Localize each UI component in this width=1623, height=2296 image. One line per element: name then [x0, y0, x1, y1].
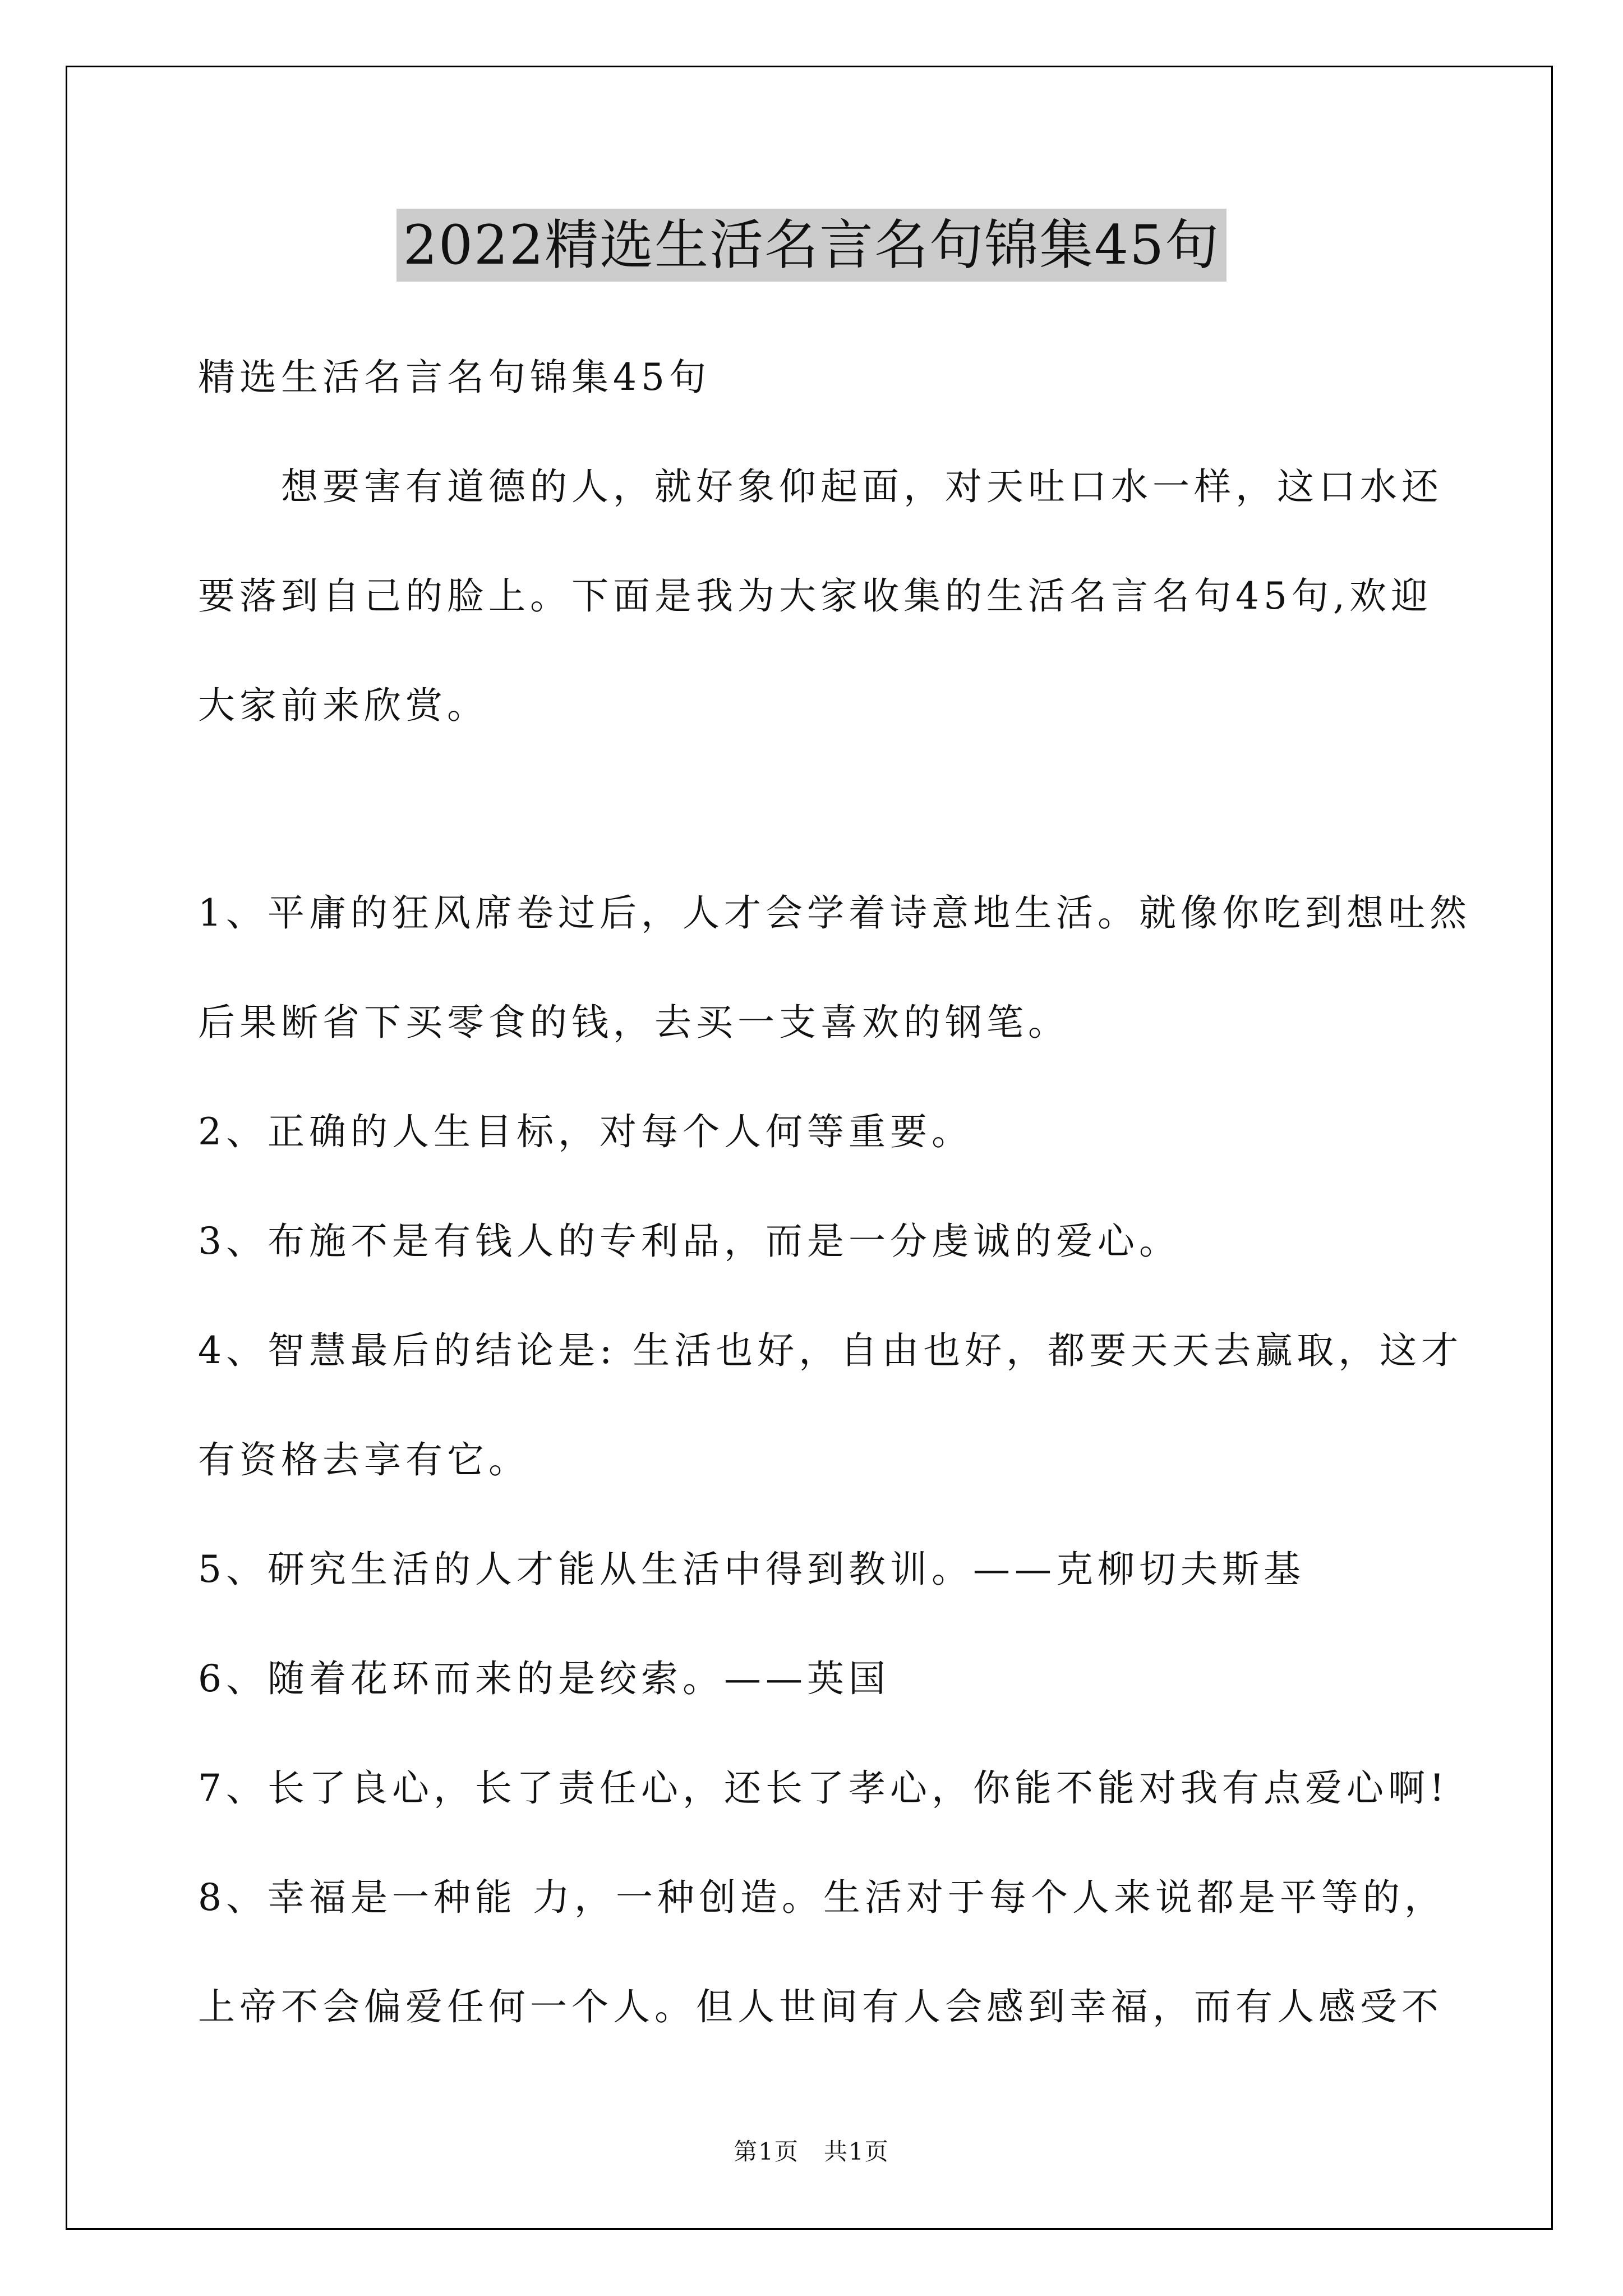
- document-title: 2022精选生活名言名句锦集45句: [396, 209, 1227, 282]
- intro-line: 要落到自己的脸上。下面是我为大家收集的生活名言名句45句,欢迎: [198, 574, 1432, 618]
- title-container: [0, 209, 1623, 282]
- quote-line: 有资格去享有它。: [198, 1438, 530, 1481]
- intro-line: 想要害有道德的人，就好象仰起面，对天吐口水一样，这口水还: [198, 465, 1443, 508]
- quote-line: 3、布施不是有钱人的专利品，而是一分虔诚的爱心。: [198, 1220, 1181, 1263]
- quote-line: 上帝不会偏爱任何一个人。但人世间有人会感到幸福，而有人感受不: [198, 1985, 1443, 2028]
- quote-line: 4、智慧最后的结论是: 生活也好，自由也好，都要天天去赢取，这才: [198, 1329, 1463, 1372]
- intro-line: 大家前来欣赏。: [198, 684, 488, 727]
- quote-line: 7、长了良心，长了责任心，还长了孝心，你能不能对我有点爱心啊!: [198, 1766, 1449, 1810]
- quote-line: 8、幸福是一种能 力，一种创造。生活对于每个人来说都是平等的，: [198, 1876, 1446, 1919]
- document-subtitle: 精选生活名言名句锦集45句: [198, 356, 711, 399]
- quote-line: 6、随着花环而来的是绞索。——英国: [198, 1657, 890, 1700]
- quote-line: 5、研究生活的人才能从生活中得到教训。——克柳切夫斯基: [198, 1548, 1305, 1591]
- page-number-footer: 第1页 共1页: [734, 2138, 889, 2165]
- quote-line: 2、正确的人生目标，对每个人何等重要。: [198, 1110, 973, 1153]
- quote-line: 1、平庸的狂风席卷过后，人才会学着诗意地生活。就像你吃到想吐然: [198, 891, 1471, 935]
- quote-line: 后果断省下买零食的钱，去买一支喜欢的钢笔。: [198, 1001, 1069, 1044]
